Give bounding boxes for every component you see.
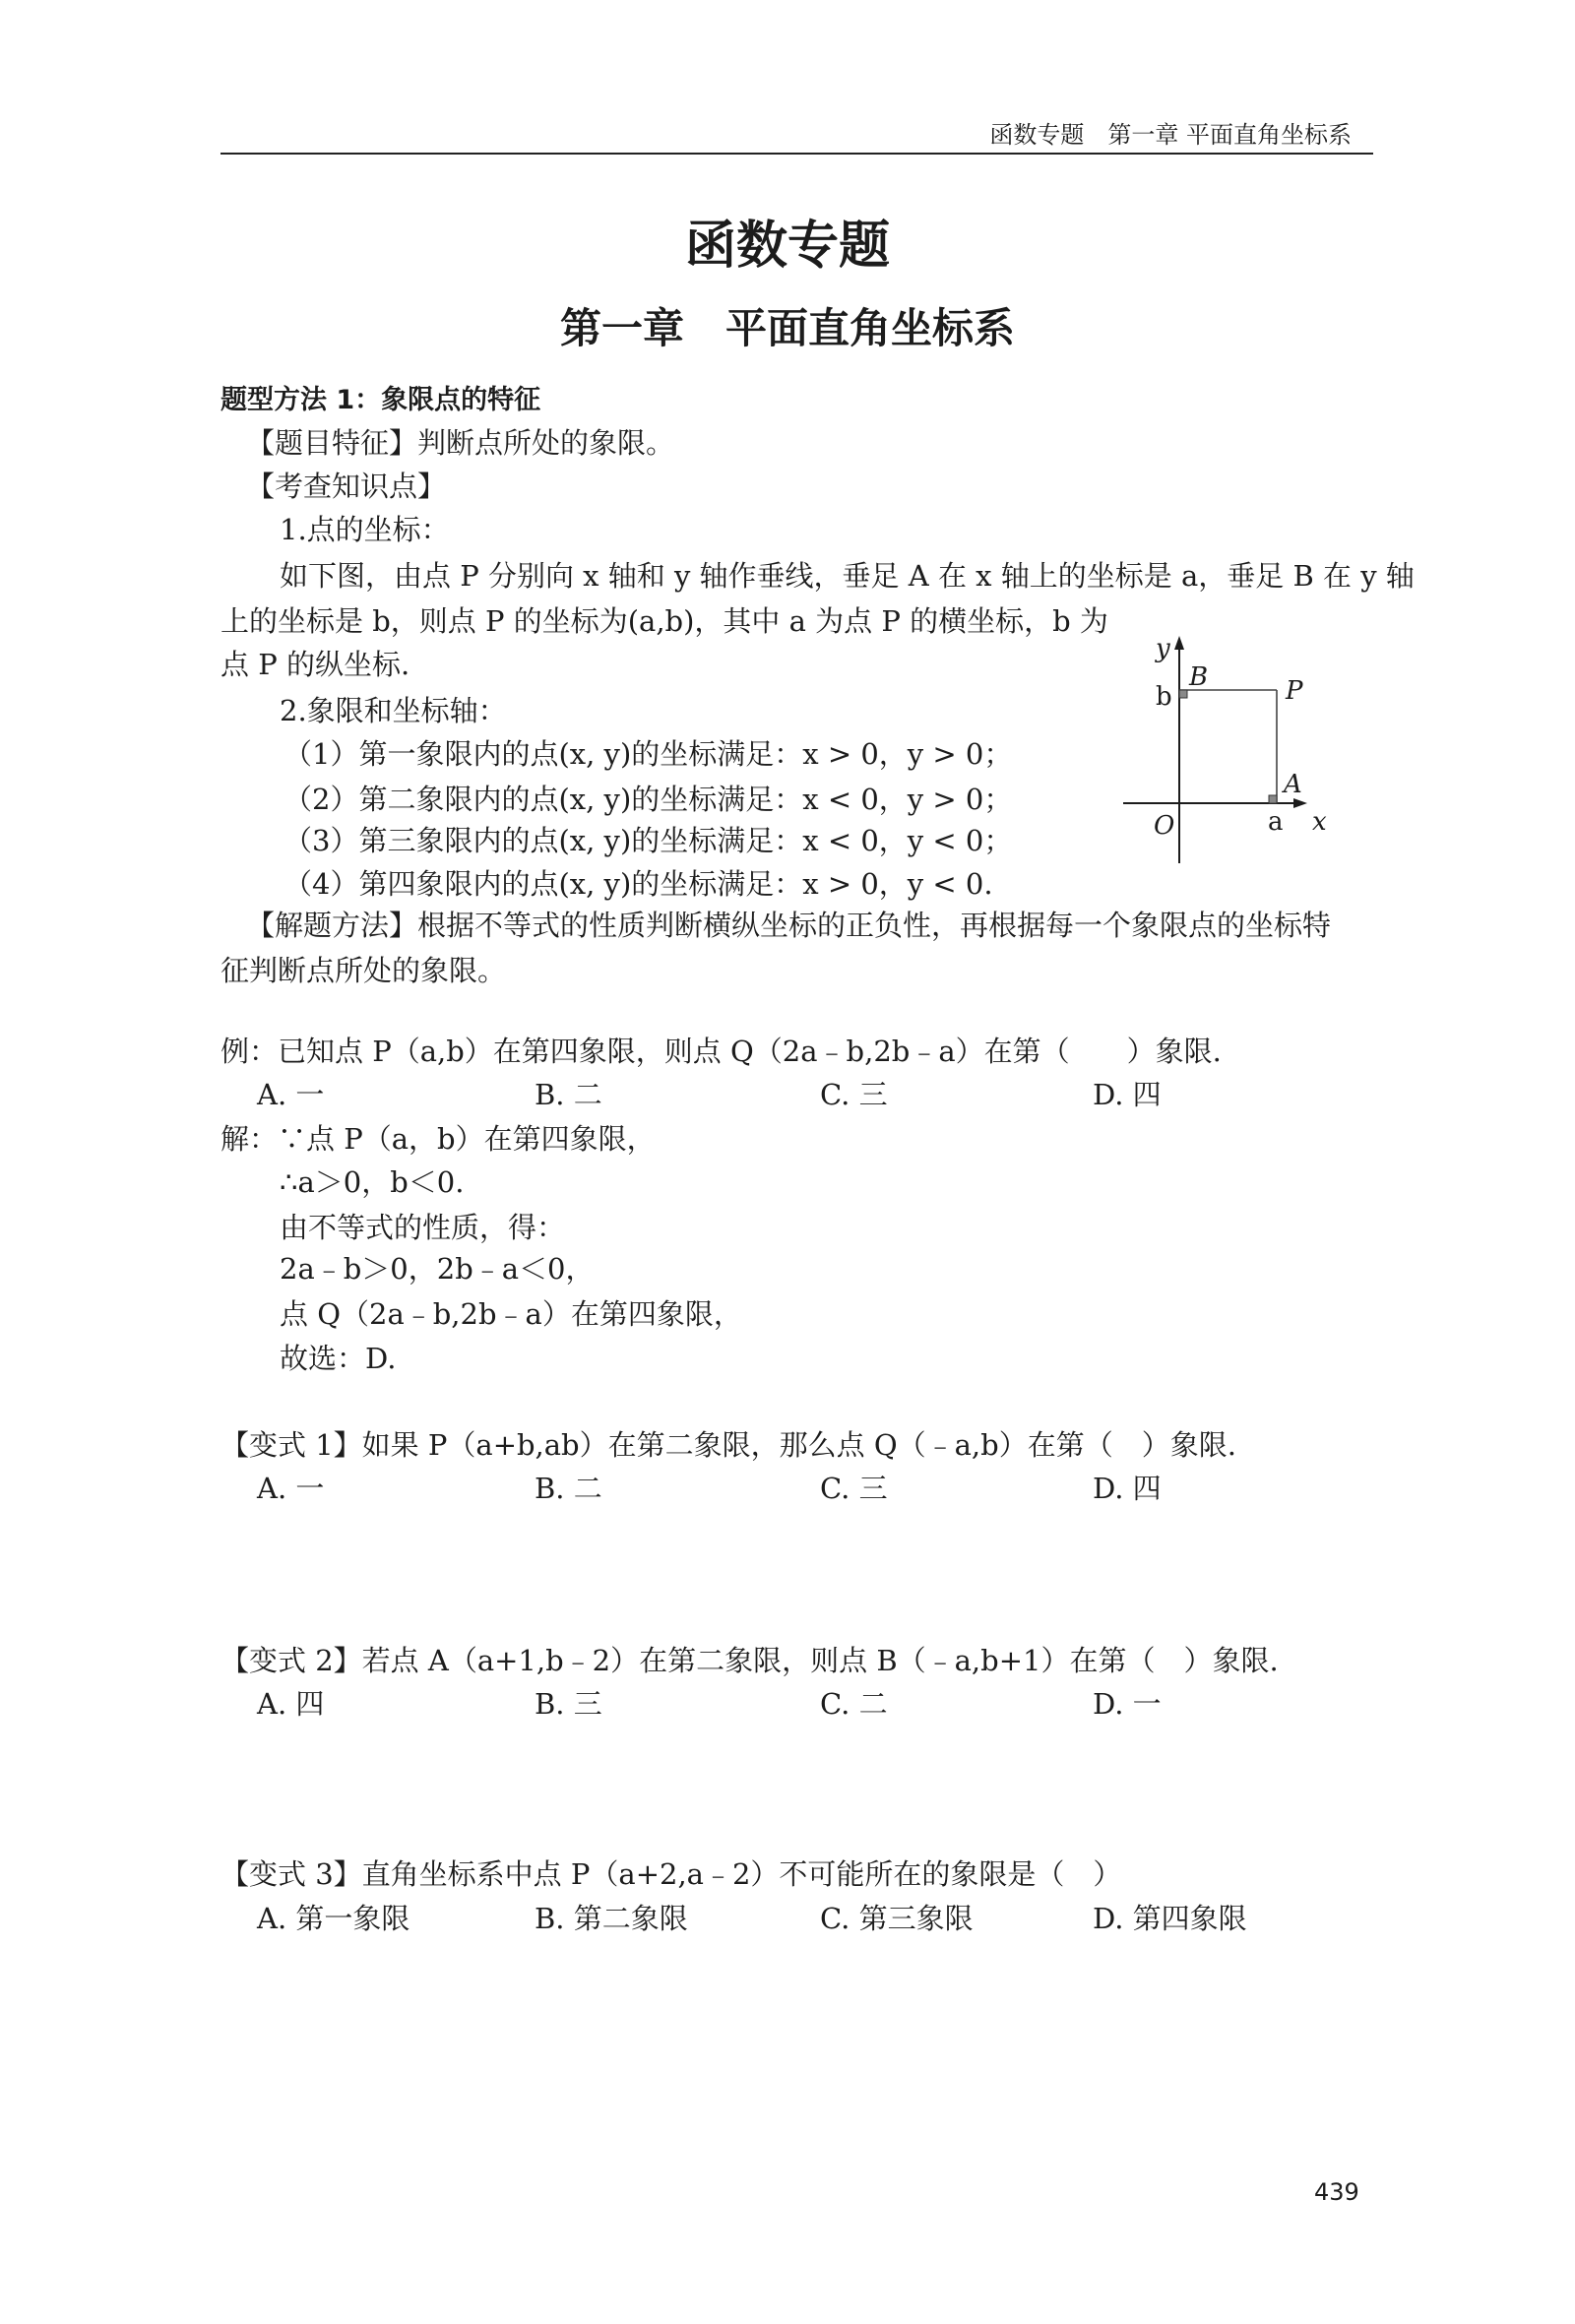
point2-title: 2.象限和坐标轴： (280, 694, 507, 727)
right-angle-mark-a (1269, 795, 1277, 803)
variant-2-option-d: D. 一 (1093, 1687, 1162, 1721)
variant-3-option-c: C. 第三象限 (820, 1902, 974, 1935)
example-option-d: D. 四 (1093, 1078, 1162, 1111)
x-axis-label: x (1312, 807, 1327, 837)
b-value-label: b (1156, 682, 1172, 712)
point1-title: 1.点的坐标： (280, 513, 450, 546)
chapter-title: 第一章 平面直角坐标系 (559, 304, 1015, 352)
example-question: 例：已知点 P（a,b）在第四象限，则点 Q（2a﹣b,2b﹣a）在第（ ）象限. (220, 1035, 1222, 1068)
coordinate-diagram (1112, 630, 1339, 871)
point-b-label: B (1189, 662, 1209, 692)
y-axis-arrow-icon (1174, 636, 1184, 650)
point1-line: 点 P 的纵坐标. (220, 648, 410, 681)
a-value-label: a (1268, 807, 1284, 837)
method-line: 【解题方法】根据不等式的性质判断横纵坐标的正负性，再根据每一个象限点的坐标特 (246, 909, 1332, 942)
solution-line: ∴a＞0，b＜0. (280, 1165, 465, 1199)
y-axis-label: y (1156, 634, 1170, 663)
example-option-c: C. 三 (820, 1078, 888, 1111)
variant-2-option-a: A. 四 (257, 1687, 325, 1721)
variant-3-option-a: A. 第一象限 (257, 1902, 410, 1935)
origin-label: O (1154, 811, 1175, 841)
quadrant-rule: （4）第四象限内的点(x, y)的坐标满足：x > 0，y < 0. (284, 867, 993, 901)
solution-line: 由不等式的性质，得： (280, 1211, 566, 1244)
variant-1-question: 【变式 1】如果 P（a+b,ab）在第二象限，那么点 Q（﹣a,b）在第（ ）象限. (220, 1428, 1236, 1462)
example-option-b: B. 二 (535, 1078, 602, 1111)
variant-1-option-a: A. 一 (257, 1472, 325, 1505)
variant-1-option-c: C. 三 (820, 1472, 888, 1505)
solution-line: 解：∵点 P（a，b）在第四象限， (220, 1122, 656, 1156)
header-rule (220, 153, 1373, 155)
point-p-label: P (1286, 676, 1303, 706)
variant-3-question: 【变式 3】直角坐标系中点 P（a+2,a﹣2）不可能所在的象限是（ ） (220, 1857, 1122, 1891)
solution-line: 故选：D. (280, 1342, 397, 1375)
question-feature: 【题目特征】判断点所处的象限。 (246, 426, 675, 460)
running-header-title: 函数专题 第一章 平面直角坐标系 (989, 121, 1352, 149)
page-title: 函数专题 (684, 217, 890, 276)
solution-line: 2a﹣b＞0，2b﹣a＜0， (280, 1252, 595, 1286)
point1-line: 如下图，由点 P 分别向 x 轴和 y 轴作垂线，垂足 A 在 x 轴上的坐标是 a，垂足 B 在 y 轴 (280, 559, 1415, 593)
solution-line: 点 Q（2a﹣b,2b﹣a）在第四象限， (280, 1297, 742, 1331)
right-angle-mark-b (1179, 690, 1187, 698)
method-line: 征判断点所处的象限。 (220, 954, 507, 987)
point-a-label: A (1284, 770, 1302, 799)
variant-2-question: 【变式 2】若点 A（a+1,b﹣2）在第二象限，则点 B（﹣a,b+1）在第（ ）象限. (220, 1644, 1279, 1677)
variant-2-option-b: B. 三 (535, 1687, 602, 1721)
variant-3-option-d: D. 第四象限 (1093, 1902, 1247, 1935)
section-heading: 题型方法 1：象限点的特征 (220, 385, 541, 415)
knowledge-label: 【考查知识点】 (246, 470, 447, 503)
variant-1-option-b: B. 二 (535, 1472, 602, 1505)
variant-2-option-c: C. 二 (820, 1687, 888, 1721)
variant-1-option-d: D. 四 (1093, 1472, 1162, 1505)
quadrant-rule: （2）第二象限内的点(x, y)的坐标满足：x < 0，y > 0； (284, 783, 1013, 816)
page-number: 439 (1314, 2178, 1359, 2206)
x-axis-arrow-icon (1293, 798, 1307, 808)
quadrant-rule: （3）第三象限内的点(x, y)的坐标满足：x < 0，y < 0； (284, 824, 1013, 857)
quadrant-rule: （1）第一象限内的点(x, y)的坐标满足：x > 0，y > 0； (284, 737, 1013, 771)
example-option-a: A. 一 (257, 1078, 325, 1111)
point1-line: 上的坐标是 b，则点 P 的坐标为(a,b)，其中 a 为点 P 的横坐标，b 为 (220, 604, 1108, 638)
variant-3-option-b: B. 第二象限 (535, 1902, 688, 1935)
